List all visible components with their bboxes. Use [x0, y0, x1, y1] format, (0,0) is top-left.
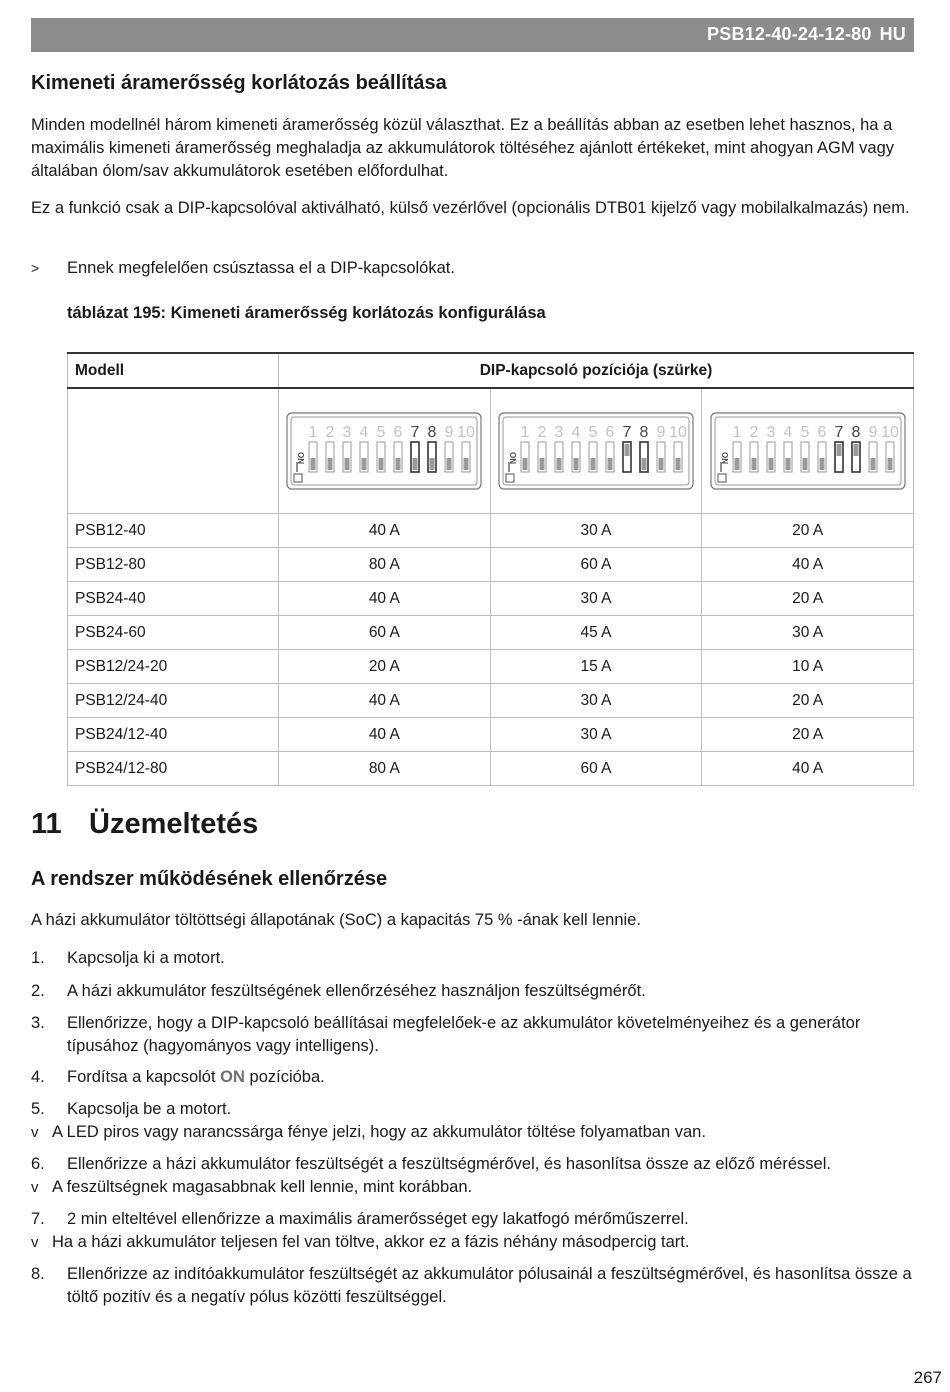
bullet-text: Ennek megfelelően csúsztassa el a DIP-kapcsolókat. [67, 259, 455, 277]
dip-switch-number: 4 [783, 424, 793, 441]
step-number: 8. [31, 1265, 45, 1283]
step-number: 5. [31, 1100, 45, 1118]
value-cell: 40 A [279, 582, 491, 616]
table-caption: táblázat 195: Kimeneti áramerősség korlátozás konfigurálása [67, 304, 546, 322]
dip-switch-number: 10 [880, 424, 899, 441]
value-cell: 40 A [279, 684, 491, 718]
result-text: A LED piros vagy narancssárga fénye jelzi, hogy az akkumulátor töltése folyamatban van. [52, 1123, 706, 1141]
dip-switch-lever [328, 458, 333, 470]
dip-switch-number: 6 [817, 424, 827, 441]
model-cell: PSB24-60 [68, 616, 279, 650]
table-row [68, 718, 914, 752]
value-cell: 20 A [702, 582, 914, 616]
step-text: Ellenőrizze a házi akkumulátor feszültségét a feszültségmérővel, és hasonlítsa össze az előző méréssel. [67, 1155, 831, 1173]
dip-switch-number: 2 [749, 424, 759, 441]
paragraph-note: Ez a funkció csak a DIP-kapcsolóval aktiválható, külső vezérlővel (opcionális DTB01 kijelző vagy mobilalkalmazás) nem. [31, 199, 910, 217]
empty-cell [68, 388, 279, 514]
dip-switch-number: 9 [444, 424, 454, 441]
dip-switch-lever [751, 458, 756, 470]
result-check-icon: v [31, 1234, 39, 1251]
dip-diagram-row [68, 388, 914, 514]
value-cell: 20 A [702, 718, 914, 752]
dip-switch-number: 10 [457, 424, 476, 441]
dip-switch-lever [311, 458, 316, 470]
step-text: Ellenőrizze, hogy a DIP-kapcsoló beállításai megfelelőek-e az akkumulátor követelményeihez és a generátor típusához (hagyományos vagy intelligens). [67, 1014, 861, 1055]
step-number: 4. [31, 1068, 45, 1086]
dip-switch-lever [379, 458, 384, 470]
dip-switch-lever [658, 458, 663, 470]
dip-switch-number: 9 [656, 424, 666, 441]
dip-switch-lever [362, 458, 367, 470]
value-cell: 30 A [490, 718, 702, 752]
dip-switch-number: 7 [834, 424, 844, 441]
table-row [68, 514, 914, 548]
dip-indicator-square [506, 474, 514, 482]
dip-switch-number: 2 [537, 424, 547, 441]
model-cell: PSB12/24-20 [68, 650, 279, 684]
dip-switch-number: 5 [588, 424, 598, 441]
dip-switch-number: 8 [851, 424, 861, 441]
dip-switch-lever [396, 458, 401, 470]
model-cell: PSB12-80 [68, 548, 279, 582]
dip-switch-lever [734, 458, 739, 470]
on-keyword: ON [220, 1068, 245, 1086]
value-cell: 20 A [279, 650, 491, 684]
chapter-number: 11 [31, 808, 62, 840]
step-text: Ellenőrizze az indítóakkumulátor feszültségét az akkumulátor pólusainál a feszültségmérővel, és hasonlítsa össze a töltő pozitív és a negatív pólus közötti feszültséggel. [67, 1265, 912, 1306]
dip-switch-lever [870, 458, 875, 470]
value-cell: 20 A [702, 514, 914, 548]
value-cell: 80 A [279, 752, 491, 786]
model-cell: PSB24/12-40 [68, 718, 279, 752]
dip-switch-number: 6 [393, 424, 403, 441]
dip-switch-lever [590, 458, 595, 470]
step-number: 3. [31, 1014, 45, 1032]
dip-switch-lever [447, 458, 452, 470]
dip-cell [702, 388, 914, 514]
dip-indicator-square [718, 474, 726, 482]
model-cell: PSB12-40 [68, 514, 279, 548]
dip-switch-lever [768, 458, 773, 470]
dip-switch-number: 6 [605, 424, 615, 441]
chapter-title: Üzemeltetés [89, 808, 259, 840]
dip-switch-lever [413, 458, 418, 470]
dip-switch-number: 9 [868, 424, 878, 441]
dip-on-label: ON [719, 452, 729, 464]
header-title [707, 24, 906, 45]
dip-switch-lever [802, 458, 807, 470]
step-number: 7. [31, 1210, 45, 1228]
value-cell: 60 A [490, 752, 702, 786]
step-text: Kapcsolja be a motort. [67, 1100, 232, 1118]
dip-switch-lever [522, 458, 527, 470]
dip-switch-number: 3 [554, 424, 564, 441]
paragraph-soc: A házi akkumulátor töltöttségi állapotának (SoC) a kapacitás 75 % -ának kell lennie. [31, 911, 641, 929]
section-title-current-limit: Kimeneti áramerősség korlátozás beállítása [31, 72, 447, 94]
dip-switch-lever [624, 444, 629, 456]
header-model: PSB12-40-24-12-80 [707, 24, 872, 44]
dip-switch-number: 10 [669, 424, 687, 441]
header-bar [31, 18, 914, 52]
table-row [68, 582, 914, 616]
section-title-system-check: A rendszer működésének ellenőrzése [31, 868, 388, 890]
table-row [68, 650, 914, 684]
column-header-dip: DIP-kapcsoló pozíciója (szürke) [279, 353, 914, 388]
value-cell: 60 A [490, 548, 702, 582]
column-header-model: Modell [68, 353, 279, 388]
value-cell: 30 A [490, 582, 702, 616]
table-row [68, 684, 914, 718]
dip-switch-number: 2 [325, 424, 335, 441]
value-cell: 30 A [490, 514, 702, 548]
dip-switch-lever [573, 458, 578, 470]
dip-switch-lever [345, 458, 350, 470]
dip-switch-lever [785, 458, 790, 470]
dip-switch-number: 1 [732, 424, 742, 441]
dip-cell [490, 388, 702, 514]
dip-switch-lever [430, 458, 435, 470]
paragraph-intro: Minden modellnél három kimeneti áramerősség közül választhat. Ez a beállítás abban az esetben lehet hasznos, ha a maximális kimeneti áramerősség meghaladja az akkumulátorok töltéséhez ajánlott értékeket, mint ahogyan AGM vagy általában ólom/sav akkumulátorok esetében előfordulhat. [31, 116, 895, 180]
bullet-marker: > [31, 260, 40, 276]
model-cell: PSB24-40 [68, 582, 279, 616]
value-cell: 30 A [490, 684, 702, 718]
value-cell: 45 A [490, 616, 702, 650]
value-cell: 15 A [490, 650, 702, 684]
dip-switch-number: 1 [520, 424, 530, 441]
step-number: 6. [31, 1155, 45, 1173]
value-cell: 30 A [702, 616, 914, 650]
page-number: 267 [913, 1368, 942, 1387]
step-text: A házi akkumulátor feszültségének ellenőrzéséhez használjon feszültségmérőt. [67, 982, 646, 1000]
result-check-icon: v [31, 1124, 39, 1141]
dip-switch-number: 3 [766, 424, 776, 441]
dip-switch-diagram [710, 412, 906, 490]
dip-switch-lever [853, 444, 858, 456]
dip-switch-diagram [498, 412, 694, 490]
config-table [67, 352, 914, 786]
dip-switch-number: 3 [342, 424, 352, 441]
step-text-post: pozícióba. [249, 1068, 325, 1086]
dip-indicator-square [294, 474, 302, 482]
dip-on-label: ON [507, 452, 517, 464]
result-text: A feszültségnek magasabbnak kell lennie, mint korábban. [52, 1178, 473, 1196]
table-row [68, 548, 914, 582]
result-check-icon: v [31, 1179, 39, 1196]
dip-switch-lever [887, 458, 892, 470]
dip-switch-lever [641, 458, 646, 470]
value-cell: 40 A [702, 752, 914, 786]
dip-switch-lever [556, 458, 561, 470]
model-cell: PSB24/12-80 [68, 752, 279, 786]
dip-on-label: ON [296, 452, 306, 464]
dip-switch-number: 8 [639, 424, 649, 441]
dip-switch-number: 7 [410, 424, 420, 441]
value-cell: 40 A [279, 514, 491, 548]
dip-switch-diagram [286, 412, 482, 490]
dip-switch-number: 4 [571, 424, 581, 441]
table-row [68, 752, 914, 786]
dip-switch-number: 7 [622, 424, 632, 441]
value-cell: 40 A [702, 548, 914, 582]
dip-switch-number: 1 [308, 424, 318, 441]
value-cell: 20 A [702, 684, 914, 718]
dip-switch-number: 4 [359, 424, 369, 441]
table-row [68, 616, 914, 650]
dip-cell [279, 388, 491, 514]
dip-switch-lever [539, 458, 544, 470]
value-cell: 10 A [702, 650, 914, 684]
value-cell: 80 A [279, 548, 491, 582]
result-text: Ha a házi akkumulátor teljesen fel van töltve, akkor ez a fázis néhány másodpercig tart. [52, 1233, 690, 1251]
dip-switch-lever [819, 458, 824, 470]
dip-switch-number: 8 [427, 424, 437, 441]
value-cell: 40 A [279, 718, 491, 752]
dip-switch-number: 5 [800, 424, 810, 441]
dip-switch-lever [836, 444, 841, 456]
step-number: 1. [31, 949, 45, 967]
dip-switch-lever [464, 458, 469, 470]
dip-switch-lever [675, 458, 680, 470]
model-cell: PSB12/24-40 [68, 684, 279, 718]
dip-switch-lever [607, 458, 612, 470]
value-cell: 60 A [279, 616, 491, 650]
step-text: 2 min elteltével ellenőrizze a maximális áramerősséget egy lakatfogó mérőműszerrel. [67, 1210, 689, 1228]
step-number: 2. [31, 982, 45, 1000]
dip-switch-number: 5 [376, 424, 386, 441]
step-text [67, 1066, 917, 1089]
chapter-heading [31, 808, 258, 841]
header-language: HU [879, 24, 906, 44]
step-text-pre: Fordítsa a kapcsolót [67, 1068, 216, 1086]
step-text: Kapcsolja ki a motort. [67, 949, 225, 967]
